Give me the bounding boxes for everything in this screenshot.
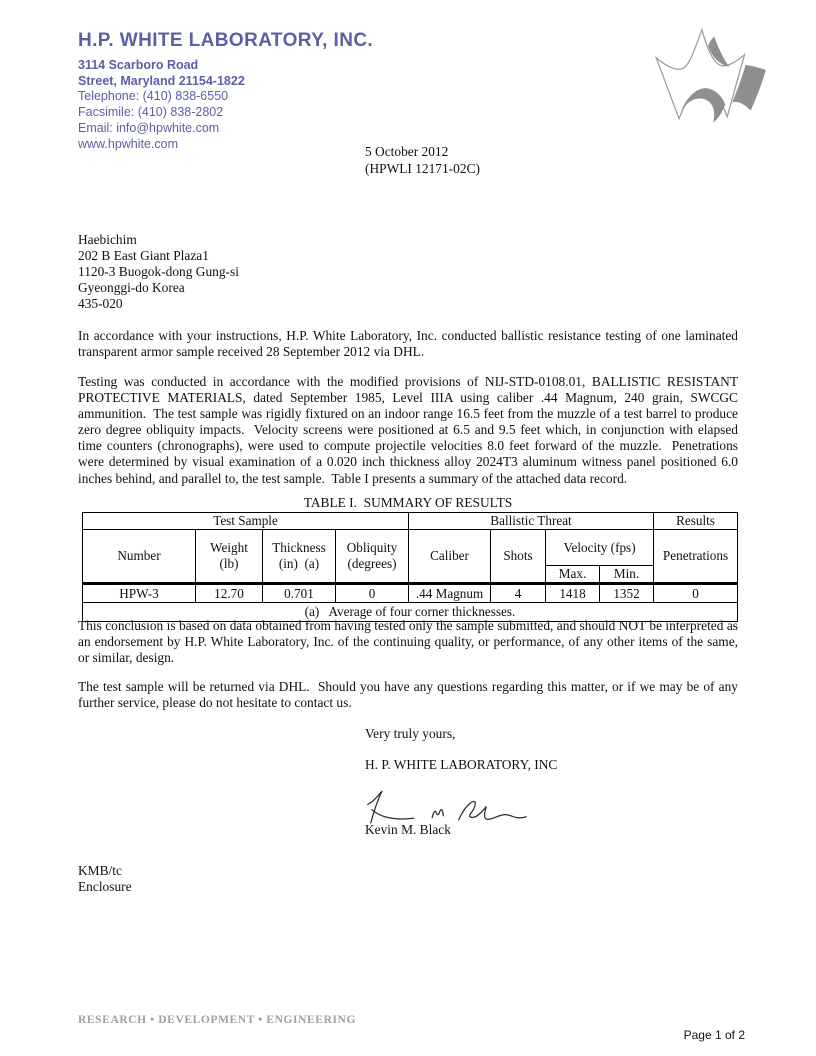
cell-thickness: 0.701 [263, 584, 336, 603]
letter-date: 5 October 2012 [365, 144, 449, 159]
group-ballistic-threat: Ballistic Threat [409, 513, 654, 530]
col-weight-line1: Weight [210, 540, 248, 555]
recipient-line: Gyeonggi-do Korea [78, 280, 185, 295]
paragraph-introduction: In accordance with your instructions, H.P. White Laboratory, Inc. conducted ballistic resistance testing of one laminated transparent armor sample received 28 September 2012 via DHL. [78, 328, 738, 360]
recipient-line: 202 B East Giant Plaza1 [78, 248, 209, 263]
col-weight-line2: (lb) [219, 556, 239, 571]
cell-shots: 4 [491, 584, 546, 603]
crown-logo-icon [642, 24, 774, 126]
cell-penetrations: 0 [654, 584, 738, 603]
col-shots: Shots [491, 530, 546, 584]
letterhead-telephone: Telephone: (410) 838-6550 [78, 89, 229, 104]
col-number: Number [83, 530, 196, 584]
letterhead-city: Street, Maryland 21154-1822 [78, 73, 245, 88]
col-weight [196, 530, 263, 584]
footer-tagline: RESEARCH • DEVELOPMENT • ENGINEERING [78, 1014, 357, 1026]
col-obliquity-line1: Obliquity [346, 540, 398, 555]
table-data-row [83, 584, 738, 603]
col-velocity-min: Min. [600, 566, 654, 584]
date-block [365, 144, 480, 177]
cell-weight: 12.70 [196, 584, 263, 603]
letterhead-street: 3114 Scarboro Road [78, 58, 199, 72]
group-test-sample: Test Sample [83, 513, 409, 530]
col-caliber: Caliber [409, 530, 491, 584]
letterhead-facsimile: Facsimile: (410) 838-2802 [78, 105, 224, 120]
cell-obliquity: 0 [336, 584, 409, 603]
letterhead-website: www.hpwhite.com [78, 136, 179, 151]
letterhead-email: Email: info@hpwhite.com [78, 120, 220, 135]
col-velocity: Velocity (fps) [546, 530, 654, 566]
recipient-address [78, 232, 239, 312]
table-footnote: (a) Average of four corner thicknesses. [83, 603, 738, 622]
cell-number: HPW-3 [83, 584, 196, 603]
valediction: Very truly yours, [365, 726, 456, 741]
reference-block [78, 863, 132, 895]
summary-of-results-table [82, 512, 738, 622]
col-penetrations: Penetrations [654, 530, 738, 584]
recipient-line: Haebichim [78, 232, 137, 247]
cell-caliber: .44 Magnum [409, 584, 491, 603]
typist-initials: KMB/tc [78, 863, 122, 878]
recipient-line: 435-020 [78, 296, 123, 311]
group-results: Results [654, 513, 738, 530]
cell-velocity-max: 1418 [546, 584, 600, 603]
enclosure-note: Enclosure [78, 879, 132, 894]
paragraph-disclaimer: This conclusion is based on data obtained from having tested only the sample submitted, and should NOT be interpreted as an endorsement by H.P. White Laboratory, Inc. of the continuing quality, or performance, of any other items of the same, or similar, design. [78, 618, 738, 666]
letterhead [78, 30, 373, 152]
table-header-row [83, 530, 738, 566]
company-name: H.P. WHITE LABORATORY, INC. [78, 30, 374, 51]
col-obliquity [336, 530, 409, 584]
col-thickness [263, 530, 336, 584]
recipient-line: 1120-3 Buogok-dong Gung-si [78, 264, 239, 279]
col-thickness-line1: Thickness [272, 540, 326, 555]
closing-company: H. P. WHITE LABORATORY, INC [365, 757, 558, 772]
signer-name: Kevin M. Black [365, 822, 451, 837]
table-title: TABLE I. SUMMARY OF RESULTS [303, 495, 513, 510]
table-group-header-row [83, 513, 738, 530]
letter-reference: (HPWLI 12171-02C) [365, 160, 480, 176]
col-thickness-line2: (in) (a) [278, 556, 320, 571]
paragraph-test-method: Testing was conducted in accordance with the modified provisions of NIJ-STD-0108.01, BALLISTIC RESISTANT PROTECTIVE MATERIALS, dated September 1985, Level IIIA using caliber .44 Magnum, 240 grain, SWCGC ammunition. The test sample was rigidly fixtured on an indoor range 16.5 feet from the muzzle of a test barrel to produce zero degree obliquity impacts. Velocity screens were positioned at 6.5 and 9.5 feet which, in conjunction with elapsed time counters (chronographs), were used to compute projectile velocities 8.0 feet forward of the muzzle. Penetrations were determined by visual examination of a 0.020 inch thickness alloy 2024T3 aluminum witness panel positioned 6.0 inches behind, and parallel to, the test sample. Table I presents a summary of the attached data record. [78, 374, 738, 486]
page-number: Page 1 of 2 [683, 1028, 745, 1042]
col-velocity-max: Max. [546, 566, 600, 584]
paragraph-return-note: The test sample will be returned via DHL. Should you have any questions regarding this matter, or if we may be of any further service, please do not hesitate to contact us. [78, 679, 738, 711]
col-obliquity-line2: (degrees) [347, 556, 397, 571]
cell-velocity-min: 1352 [600, 584, 654, 603]
